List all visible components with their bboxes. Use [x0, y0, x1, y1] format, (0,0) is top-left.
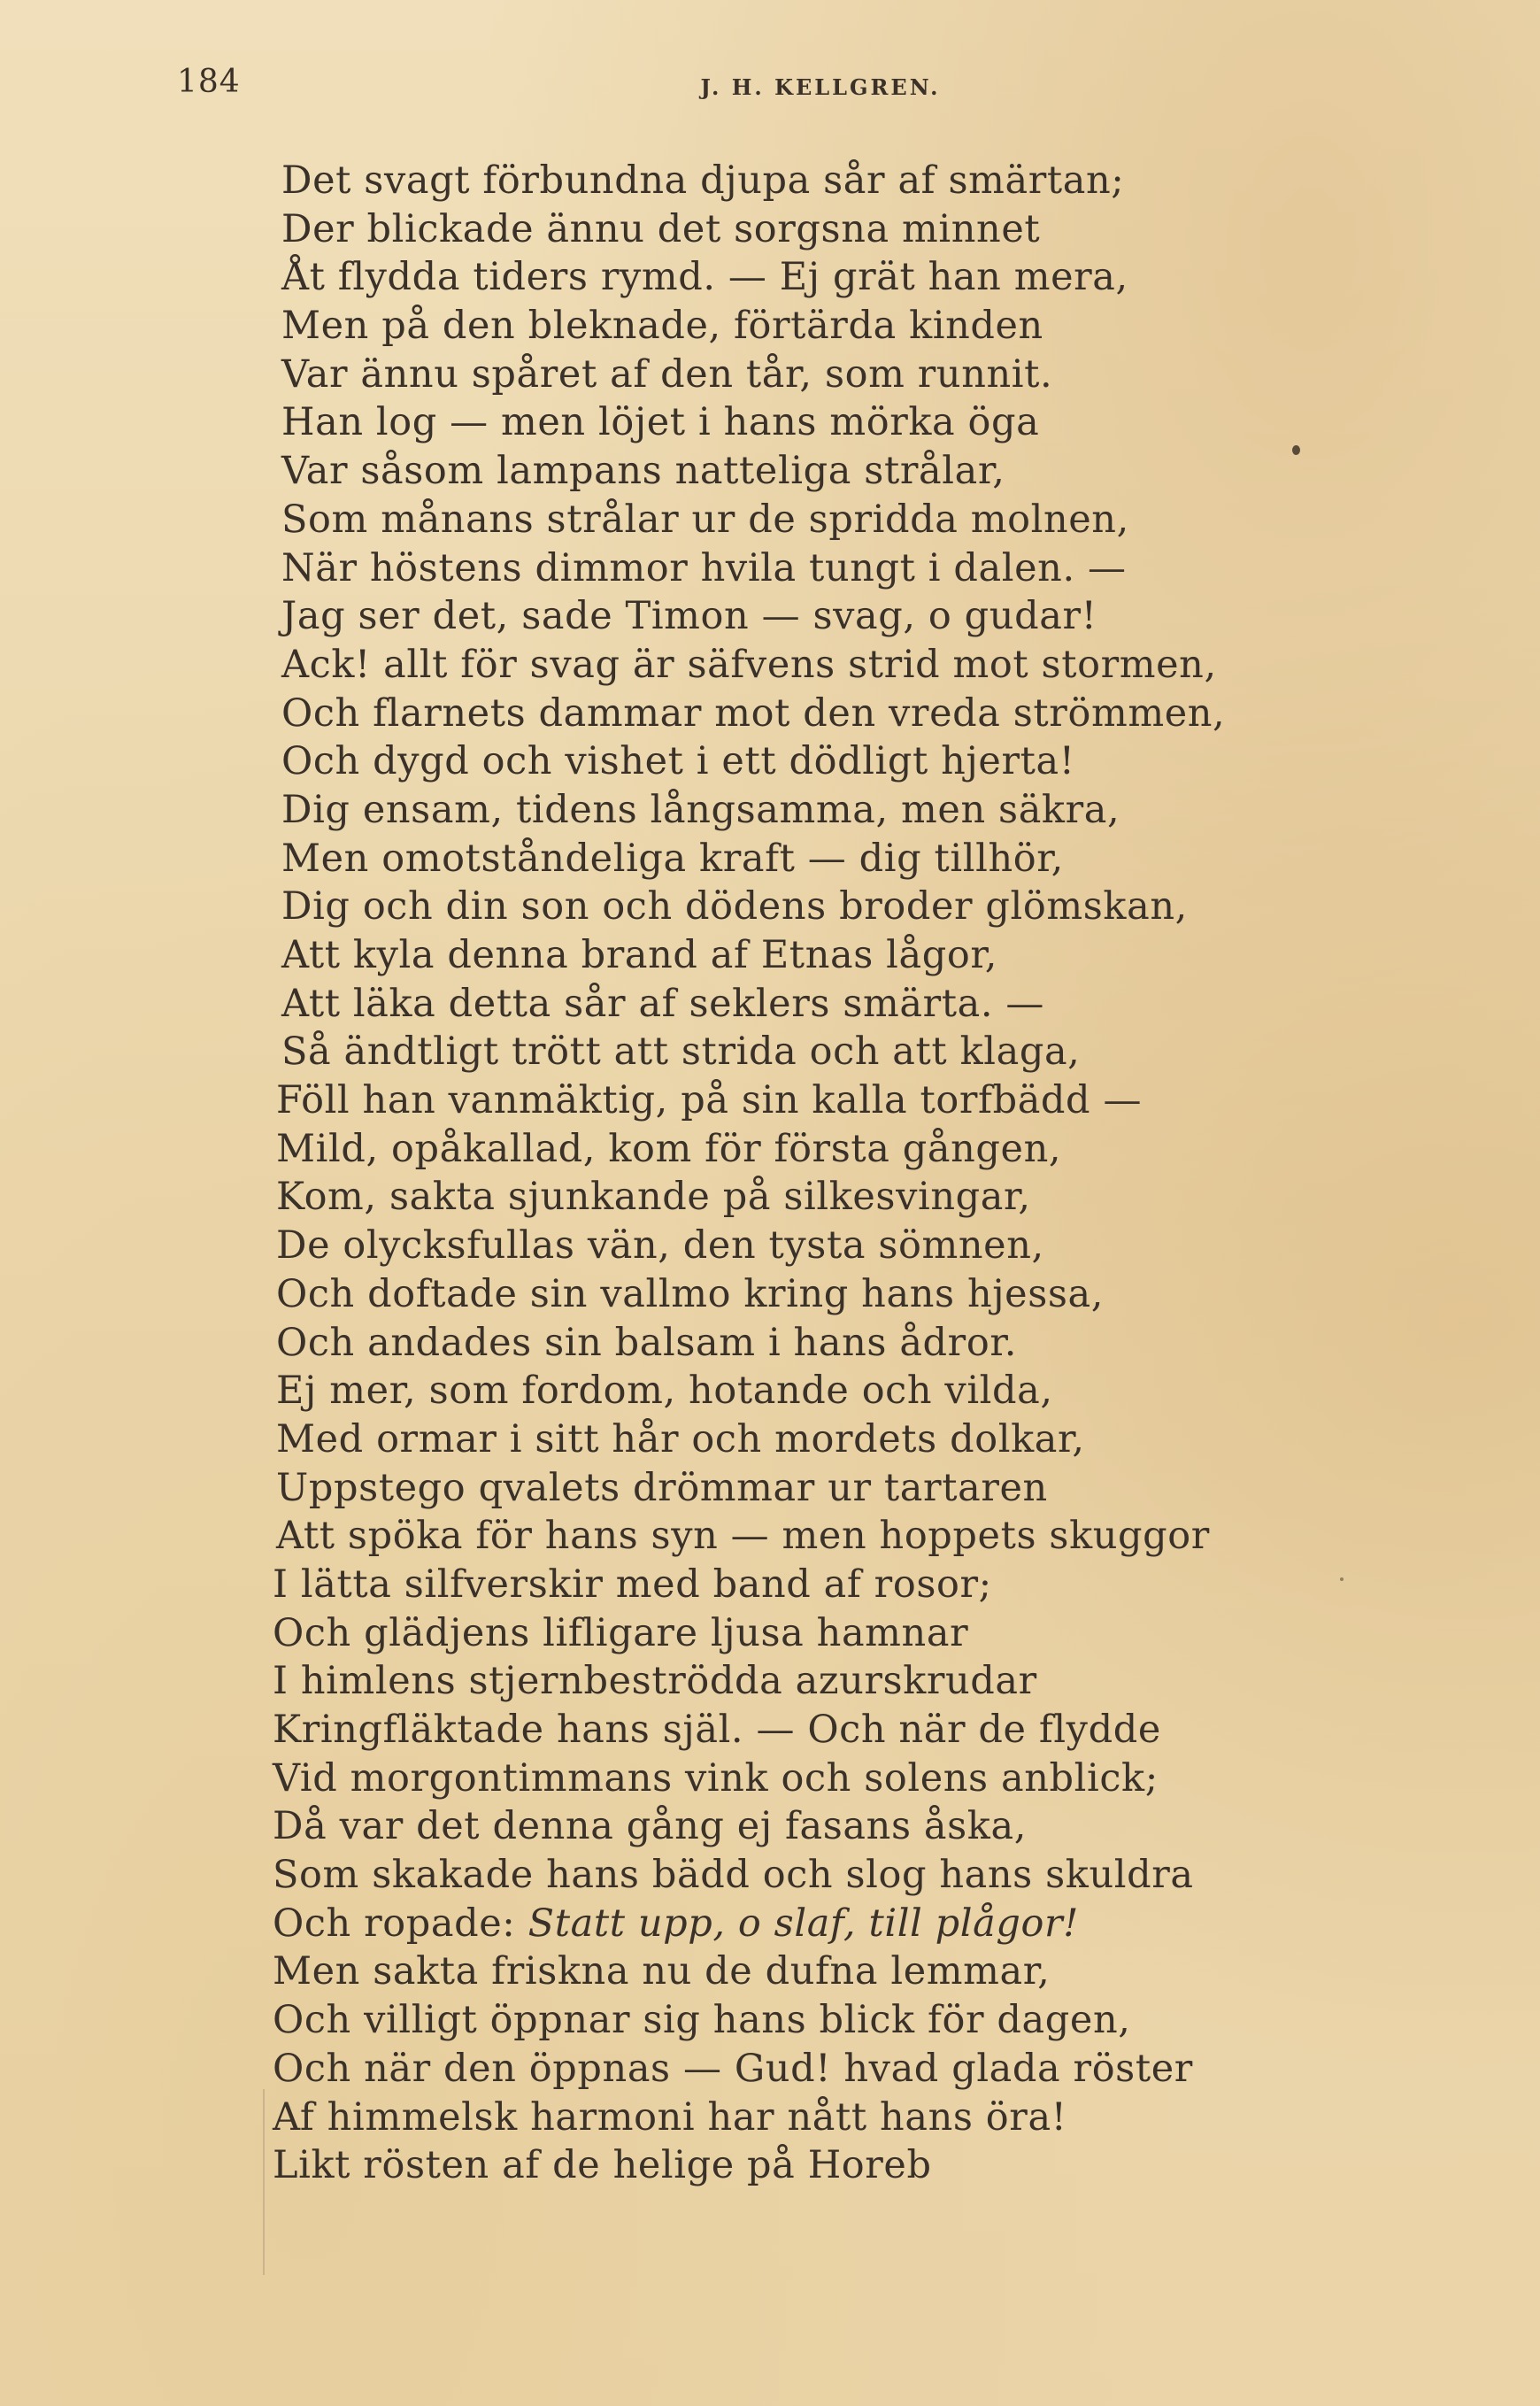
page-number: 184 [177, 64, 241, 100]
poem-line: När höstens dimmor hvila tungt i dalen. — [281, 545, 1127, 590]
poem-line: Och glädjens lifligare ljusa hamnar [273, 1610, 969, 1655]
poem-line: Mild, opåkallad, kom för första gången, [276, 1126, 1062, 1171]
poem-line: Men omotståndeliga kraft — dig tillhör, [281, 836, 1064, 881]
poem-line: Och när den öppnas — Gud! hvad glada röster [273, 2046, 1193, 2091]
poem-line: Af himmelsk harmoni har nått hans öra! [273, 2094, 1067, 2140]
poem-line: Då var det denna gång ej fasans åska, [273, 1804, 1027, 1849]
poem-line: Likt rösten af de helige på Horeb [273, 2143, 932, 2188]
poem-line: Dig och din son och dödens broder glömskan, [281, 884, 1188, 929]
poem-line: Ack! allt för svag är säfvens strid mot stormen, [281, 642, 1217, 687]
poem-line [273, 1900, 1370, 1948]
poem-line: Och villigt öppnar sig hans blick för dagen, [273, 1998, 1131, 2043]
poem-line: Som skakade hans bädd och slog hans skuldra [273, 1853, 1194, 1898]
running-head: J. H. KELLGREN. [700, 74, 941, 100]
poem-line: Dig ensam, tidens långsamma, men säkra, [281, 787, 1120, 832]
poem-line: Jag ser det, sade Timon — svag, o gudar! [281, 594, 1097, 639]
ink-speck [1340, 1577, 1344, 1581]
poem-line: Men på den bleknade, förtärda kinden [281, 304, 1043, 349]
poem-line-prefix: Och ropade: [273, 1901, 528, 1946]
poem-line: Uppstego qvalets drömmar ur tartaren [276, 1465, 1048, 1510]
poem-line: I lätta silfverskir med band af rosor; [273, 1562, 992, 1607]
poem-line: Föll han vanmäktig, på sin kalla torfbädd — [276, 1078, 1143, 1123]
poem-line: Åt flydda tiders rymd. — Ej grät han mera, [281, 255, 1128, 300]
poem-line: Att spöka för hans syn — men hoppets skuggor [276, 1514, 1210, 1559]
poem-line: Var såsom lampans natteliga strålar, [281, 449, 1005, 494]
poem-line: Så ändtligt trött att strida och att klaga, [281, 1029, 1081, 1075]
poem-line: Var ännu spåret af den tår, som runnit. [281, 351, 1053, 397]
margin-crease [263, 2089, 265, 2275]
poem-line-italic: Statt upp, o slaf, till plågor! [527, 1901, 1080, 1946]
poem-line: Och doftade sin vallmo kring hans hjessa, [276, 1271, 1105, 1316]
poem-line: Och andades sin balsam i hans ådror. [276, 1320, 1018, 1365]
poem-line: Han log — men löjet i hans mörka öga [281, 400, 1040, 445]
poem-line: Kringfläktade hans själ. — Och när de flydde [273, 1708, 1161, 1752]
poem-line: Men sakta friskna nu de dufna lemmar, [273, 1949, 1051, 1994]
poem-text [273, 157, 1370, 2190]
poem-line: Att läka detta sår af seklers smärta. — [281, 981, 1045, 1026]
poem-line: Och dygd och vishet i ett dödligt hjerta! [281, 739, 1075, 784]
ink-speck [1292, 445, 1300, 455]
poem-line: Som månans strålar ur de spridda molnen, [281, 497, 1129, 542]
poem-line: Att kyla denna brand af Etnas lågor, [281, 933, 998, 977]
poem-line: De olycksfullas vän, den tysta sömnen, [276, 1223, 1044, 1269]
poem-line: Vid morgontimmans vink och solens anblick; [273, 1755, 1159, 1801]
poem-line: Der blickade ännu det sorgsna minnet [281, 206, 1041, 251]
poem-line: Och flarnets dammar mot den vreda strömmen, [281, 690, 1226, 736]
poem-line: I himlens stjernbeströdda azurskrudar [273, 1659, 1037, 1704]
poem-line: Med ormar i sitt hår och mordets dolkar, [276, 1416, 1085, 1461]
poem-line: Kom, sakta sjunkande på silkesvingar, [276, 1175, 1031, 1220]
poem-line: Det svagt förbundna djupa sår af smärtan; [281, 158, 1125, 203]
poem-line: Ej mer, som fordom, hotande och vilda, [276, 1369, 1053, 1414]
